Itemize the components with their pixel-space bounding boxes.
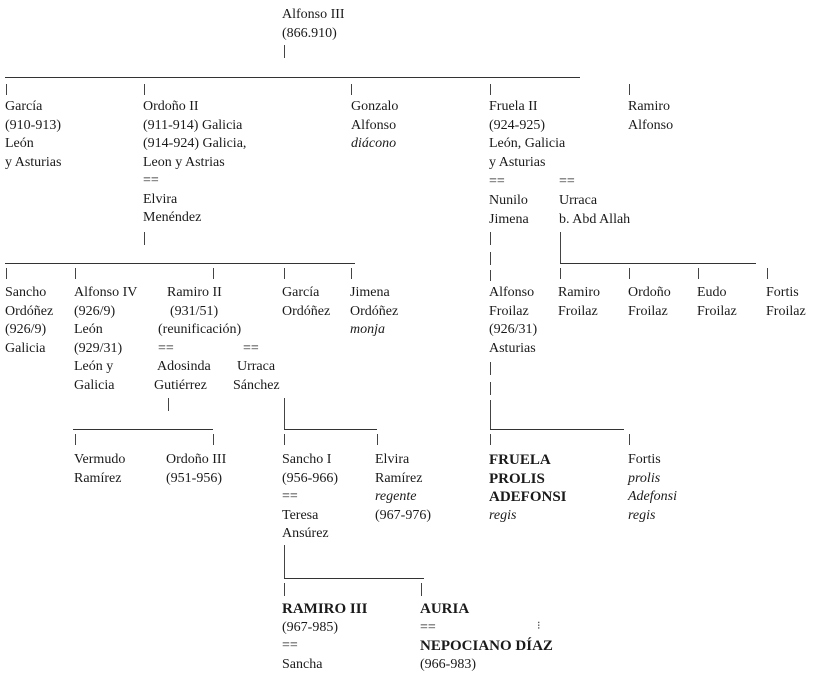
name: Elvira — [375, 452, 410, 467]
connector-nunilo-down-2 — [490, 252, 491, 265]
scan-mark: ⁝ — [537, 620, 541, 632]
title: León — [74, 322, 103, 337]
reign: (926/9) — [74, 303, 116, 319]
name: Ordoño II — [143, 99, 199, 114]
connector-auria — [421, 583, 422, 596]
person-ordono-froilaz — [628, 284, 671, 321]
name: Sancho — [5, 285, 47, 300]
reign: (951-956) — [166, 470, 222, 486]
person-vermudo-ramirez — [74, 451, 125, 488]
connector-ordono-ii-down — [144, 232, 145, 245]
connector-fortis-froilaz — [767, 268, 768, 279]
spouse-name: Sancha — [282, 656, 323, 672]
person-ordono-iii — [166, 451, 226, 488]
connector-urraca-down — [560, 232, 561, 263]
title: Asturias — [489, 340, 536, 356]
marriage-sign: == — [420, 619, 436, 635]
spouse-name: Menéndez — [143, 210, 202, 225]
reign: (914-924) Galicia, — [143, 136, 247, 151]
name: Vermudo — [74, 452, 126, 467]
connector-ordono-ii — [144, 84, 145, 95]
generation-line-urraca-children — [560, 263, 756, 264]
person-urraca-abd-allah — [559, 192, 630, 229]
generation-line-alfonso-iii-children — [5, 77, 580, 78]
name: Alfonso IV — [74, 285, 138, 300]
spouse-name: Ansúrez — [282, 526, 329, 541]
name: Nunilo — [489, 193, 528, 208]
name: Froilaz — [628, 303, 668, 319]
spouse-name: NEPOCIANO DÍAZ — [420, 638, 553, 654]
connector-sancho-i-down — [284, 545, 285, 578]
name: regis — [628, 507, 656, 523]
person-alfonso-froilaz — [489, 284, 537, 358]
name: Alfonso — [628, 117, 674, 133]
reign: (956-966) — [282, 470, 338, 486]
person-jimena-ordonez — [350, 284, 398, 340]
connector-garcia — [6, 84, 7, 95]
name: Ordóñez — [350, 303, 399, 319]
title: Galicia — [5, 340, 46, 356]
marriage-sign: == — [143, 173, 159, 188]
reign: (966-983) — [420, 656, 476, 672]
name: Froilaz — [489, 303, 529, 319]
name: Eudo — [697, 285, 727, 300]
connector-eudo-froilaz — [698, 268, 699, 279]
reign: (910-913) — [5, 117, 61, 133]
name: Fruela II — [489, 99, 538, 114]
role: diácono — [351, 136, 397, 151]
name: Ramiro — [558, 285, 600, 300]
connector-alfonso-froilaz-down-2 — [490, 382, 491, 395]
reign: (967-976) — [375, 507, 431, 523]
marriage-sign-nunilo: == — [489, 174, 505, 189]
generation-line-alfonso-froilaz-children — [490, 429, 624, 430]
name: RAMIRO III — [282, 601, 368, 617]
marriage-sign-urraca: == — [559, 174, 575, 189]
person-eudo-froilaz — [697, 284, 737, 321]
name: Ramírez — [375, 470, 423, 486]
role: monja — [350, 322, 385, 337]
person-ordono-ii — [143, 98, 246, 228]
person-auria — [420, 600, 553, 674]
connector-alfonso-iv — [75, 268, 76, 279]
connector-ramiro-froilaz — [560, 268, 561, 279]
person-urraca-sanchez — [233, 358, 280, 395]
reign: (926/9) — [5, 322, 47, 337]
connector-ordono-iii — [213, 434, 214, 445]
person-gonzalo — [351, 98, 398, 154]
name: García — [5, 99, 43, 114]
reign: (967-985) — [282, 619, 338, 635]
generation-line-ordono-ii-children — [5, 263, 355, 264]
name: FRUELA — [489, 452, 551, 468]
name: Adefonsi — [628, 489, 677, 504]
name: prolis — [628, 470, 661, 486]
reign: (911-914) Galicia — [143, 117, 243, 133]
connector-garcia-ordonez — [284, 268, 285, 279]
person-alfonso-iv — [74, 284, 137, 395]
connector-jimena-ordonez — [351, 268, 352, 279]
generation-line-sancho-i-children — [284, 578, 424, 579]
connector-elvira-ramirez — [377, 434, 378, 445]
role: regente — [375, 489, 417, 504]
connector-fruela-prolis — [490, 434, 491, 445]
connector-fortis-prolis — [629, 434, 630, 445]
connector-urraca-sanchez-down — [284, 398, 285, 429]
connector-alfonso-froilaz — [490, 270, 491, 281]
note: (reunificación) — [158, 322, 242, 337]
name: Alfonso III — [282, 7, 345, 22]
person-ramiro-alfonso — [628, 98, 673, 135]
spouse-name: Elvira — [143, 191, 178, 207]
name: Urraca — [237, 359, 276, 374]
reign: (924-925) — [489, 117, 545, 133]
name: Alfonso — [489, 285, 535, 300]
connector-ordono-froilaz — [629, 268, 630, 279]
marriage-sign: == — [282, 638, 298, 653]
title: Galicia — [74, 377, 115, 393]
name: Jimena — [350, 285, 390, 300]
name: Ramírez — [74, 470, 122, 486]
name: regis — [489, 507, 517, 523]
name: Adosinda — [157, 359, 211, 374]
connector-ramiro-ii — [213, 268, 214, 279]
person-fruela-ii — [489, 98, 565, 172]
name: García — [282, 285, 320, 300]
spouse-name: Teresa — [282, 507, 319, 523]
connector-nunilo-down-1 — [490, 232, 491, 245]
generation-line-adosinda-children — [73, 429, 213, 430]
name: Ordoño — [628, 285, 671, 300]
name: Gonzalo — [351, 99, 399, 114]
person-alfonso-iii — [282, 6, 345, 43]
name: b. Abd Allah — [559, 211, 631, 227]
connector-gonzalo — [351, 84, 352, 95]
person-garcia-ordonez — [282, 284, 330, 321]
name: Ramiro — [628, 99, 670, 114]
name: ADEFONSI — [489, 489, 567, 505]
name: Jimena — [489, 211, 529, 227]
connector-sancho-ordonez — [6, 268, 7, 279]
name: Ordoño III — [166, 452, 227, 467]
name: Froilaz — [766, 303, 806, 319]
person-fortis-prolis-adefonsi — [628, 451, 677, 525]
title: y Asturias — [5, 154, 62, 170]
person-fruela-prolis-adefonsi — [489, 451, 567, 525]
person-sancho-i — [282, 451, 338, 544]
name: Ordóñez — [5, 303, 54, 319]
person-nunilo-jimena — [489, 192, 529, 229]
name: Froilaz — [558, 303, 598, 319]
person-ramiro-iii — [282, 600, 367, 674]
name: Ordóñez — [282, 303, 331, 319]
connector-adosinda-down — [168, 398, 169, 411]
name: Fortis — [766, 285, 799, 300]
marriage-sign: == — [282, 489, 298, 504]
name: Alfonso — [351, 117, 397, 133]
person-ramiro-ii — [158, 284, 241, 340]
connector-alfonso-froilaz-down-3 — [490, 400, 491, 429]
title: y Asturias — [489, 154, 546, 170]
reign: (931/51) — [170, 303, 219, 319]
title: León, Galicia — [489, 136, 566, 151]
person-garcia — [5, 98, 61, 172]
person-fortis-froilaz — [766, 284, 806, 321]
title: León — [5, 136, 34, 151]
person-sancho-ordonez — [5, 284, 53, 358]
reign: (926/31) — [489, 322, 538, 337]
person-ramiro-froilaz — [558, 284, 600, 321]
generation-line-urraca-sanchez-children — [284, 429, 377, 430]
marriage-sign-adosinda: == — [158, 341, 174, 356]
connector-ramiro-iii — [284, 583, 285, 596]
reign: (866.910) — [282, 25, 337, 41]
name: Ramiro II — [167, 285, 222, 300]
connector-fruela-ii — [490, 84, 491, 95]
connector-sancho-i — [284, 434, 285, 445]
name: AURIA — [420, 601, 470, 617]
title: Leon y Astrias — [143, 154, 225, 170]
connector-vermudo — [75, 434, 76, 445]
marriage-sign-urraca-sanchez: == — [243, 341, 259, 356]
name: PROLIS — [489, 470, 545, 487]
name: Urraca — [559, 193, 598, 208]
name: Fortis — [628, 452, 661, 467]
person-adosinda — [154, 358, 211, 395]
connector-ramiro-alfonso — [629, 84, 630, 95]
reign: (929/31) — [74, 340, 123, 356]
connector-alfonso-froilaz-down-1 — [490, 362, 491, 375]
connector-alfonso-iii-down — [284, 45, 285, 58]
name: Gutiérrez — [154, 377, 207, 393]
name: Sancho I — [282, 452, 332, 467]
name: Froilaz — [697, 303, 737, 319]
title: León y — [74, 359, 114, 374]
person-elvira-ramirez — [375, 451, 431, 525]
name: Sánchez — [233, 377, 280, 393]
